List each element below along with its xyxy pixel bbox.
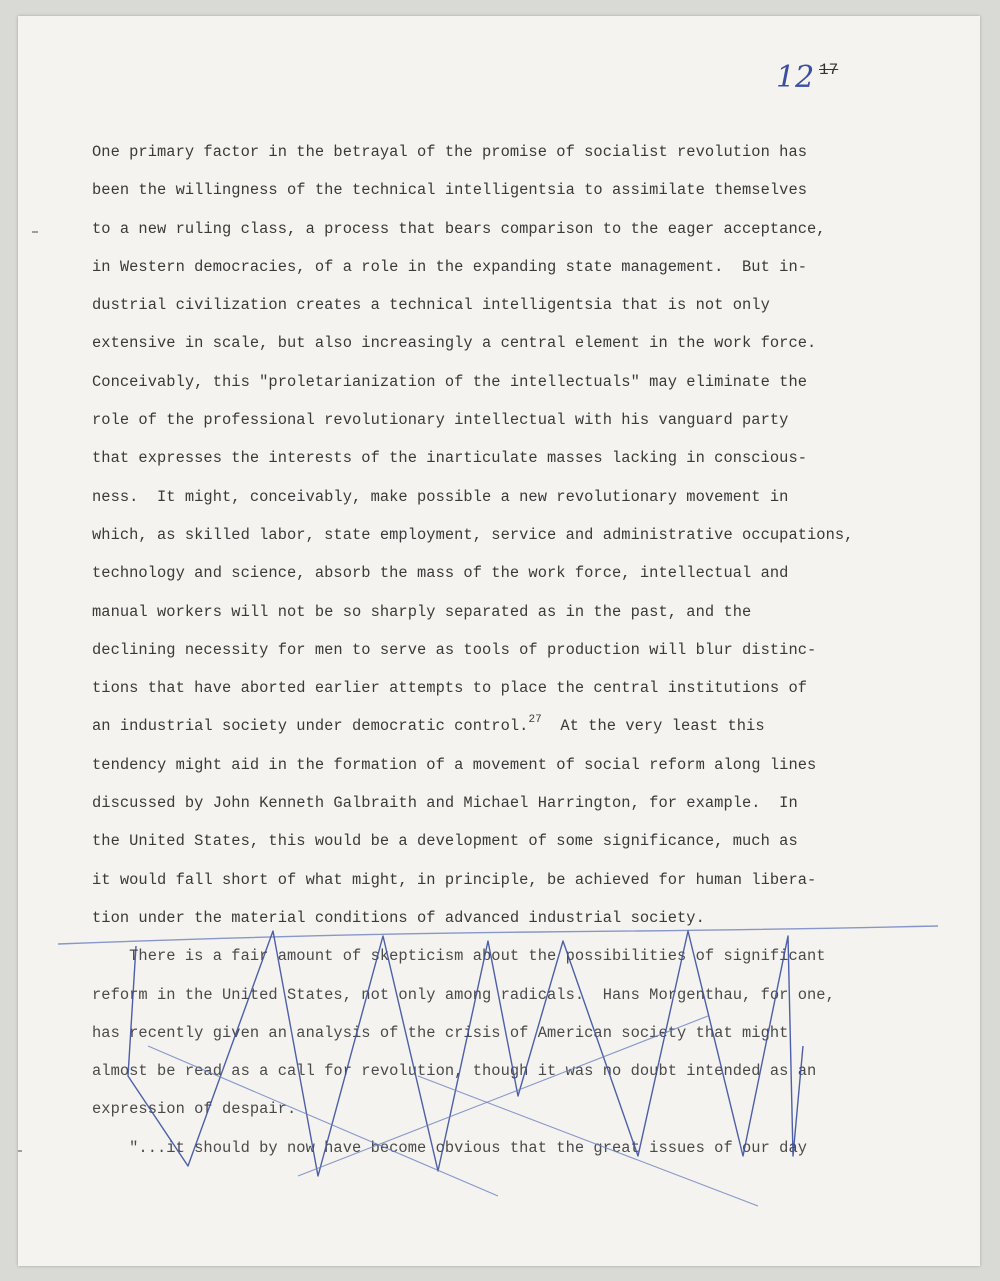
typescript-page xyxy=(18,16,980,1266)
typed-page-number-struck: 17 xyxy=(819,61,839,79)
text-line: ness. It might, conceivably, make possible a new revolutionary movement in xyxy=(92,487,789,506)
text-fragment: an industrial society under democratic control. xyxy=(92,717,529,736)
handwritten-page-number: 12 xyxy=(776,60,815,95)
text-line: One primary factor in the betrayal of the promise of socialist revolution has xyxy=(92,143,808,161)
text-line: technology and science, absorb the mass of the work force, intellectual and xyxy=(92,564,789,583)
text-line: tendency might aid in the formation of a movement of social reform along lines xyxy=(92,755,817,774)
text-line: discussed by John Kenneth Galbraith and Michael Harrington, for example. In xyxy=(92,794,798,813)
text-line: declining necessity for men to serve as tools of production will blur distinc- xyxy=(92,640,817,659)
struck-text-line: almost be read as a call for revolution, though it was no doubt intended as an xyxy=(92,1062,817,1081)
text-line: tion under the material conditions of advanced industrial society. xyxy=(92,908,705,927)
text-line: role of the professional revolutionary intellectual with his vanguard party xyxy=(92,411,789,430)
text-line: the United States, this would be a development of some significance, much as xyxy=(92,832,798,851)
text-line: that expresses the interests of the inarticulate masses lacking in conscious- xyxy=(92,449,808,468)
struck-text-line: There is a fair amount of skepticism about the possibilities of significant xyxy=(92,947,826,966)
text-line: manual workers will not be so sharply separated as in the past, and the xyxy=(92,602,752,621)
text-line: been the willingness of the technical intelligentsia to assimilate themselves xyxy=(92,181,808,200)
struck-text-line: expression of despair. xyxy=(92,1100,297,1119)
footnote-marker: 27 xyxy=(528,714,542,727)
text-line: Conceivably, this "proletarianization of the intellectuals" may eliminate the xyxy=(92,372,808,391)
struck-text-line: "...it should by now have become obvious that the great issues of our day xyxy=(92,1138,808,1157)
struck-text-line: reform in the United States, not only among radicals. Hans Morgenthau, for one, xyxy=(92,985,835,1004)
text-line: to a new ruling class, a process that bears comparison to the eager acceptance, xyxy=(92,219,826,238)
text-line: it would fall short of what might, in principle, be achieved for human libera- xyxy=(92,870,817,889)
text-line: dustrial civilization creates a technical intelligentsia that is not only xyxy=(92,296,770,315)
text-line: tions that have aborted earlier attempts to place the central institutions of xyxy=(92,679,808,698)
struck-text-line: has recently given an analysis of the crisis of American society that might xyxy=(92,1023,789,1042)
text-line: in Western democracies, of a role in the expanding state management. But in- xyxy=(92,257,808,276)
text-fragment: At the very least this xyxy=(541,717,765,736)
text-line: extensive in scale, but also increasingly a central element in the work force. xyxy=(92,334,817,353)
body-text xyxy=(92,133,952,1167)
text-line-with-footnote xyxy=(92,707,952,745)
text-line: which, as skilled labor, state employment, service and administrative occupations, xyxy=(92,525,854,544)
